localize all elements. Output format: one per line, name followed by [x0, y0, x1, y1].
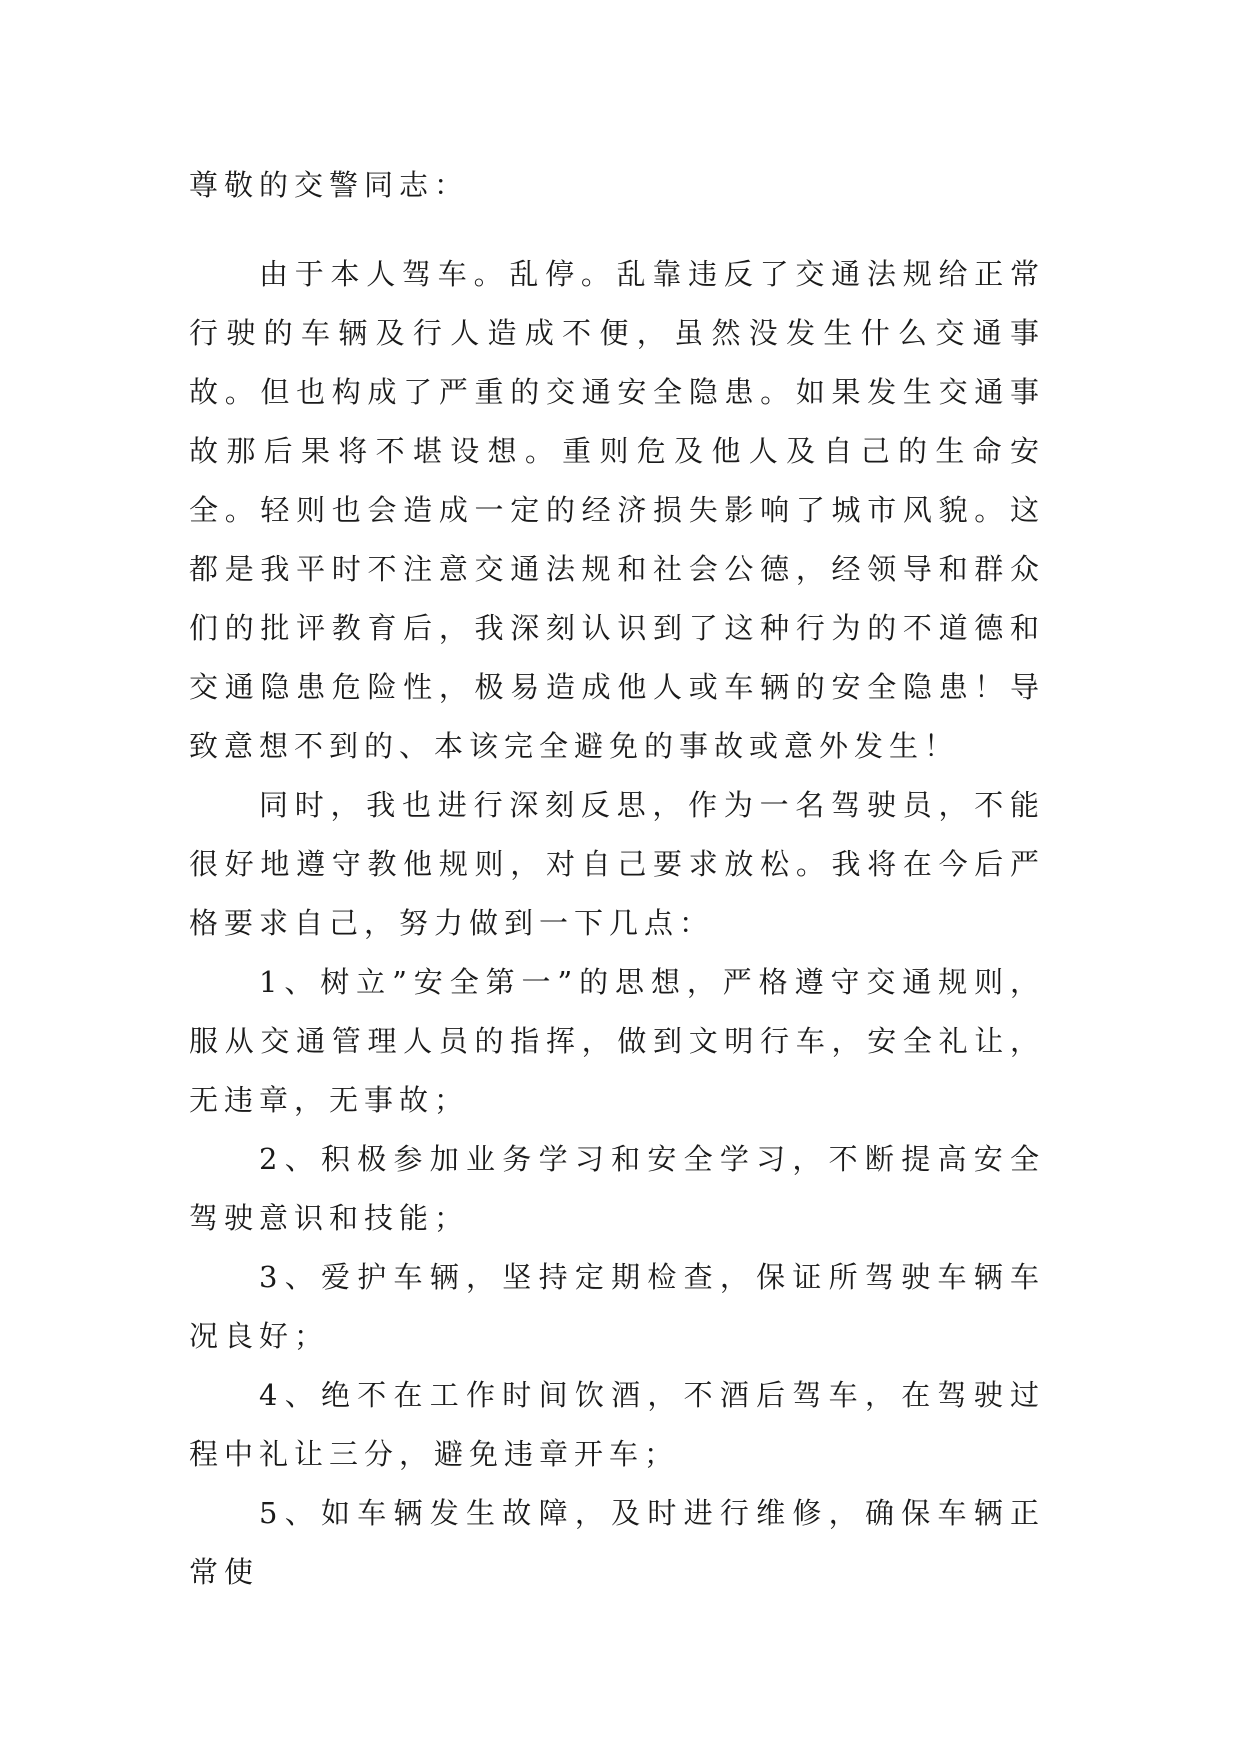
paragraph-point-1: 1、树立”安全第一”的思想，严格遵守交通规则，服从交通管理人员的指挥，做到文明行车，安全礼让，无违章，无事故；	[189, 965, 1045, 1117]
salutation: 尊敬的交警同志：	[189, 168, 470, 202]
paragraph-incident: 由于本人驾车。乱停。乱靠违反了交通法规给正常行驶的车辆及行人造成不便，虽然没发生什么交通事故。但也构成了严重的交通安全隐患。如果发生交通事故那后果将不堪设想。重则危及他人及自己的生命安全。轻则也会造成一定的经济损失影响了城市风貌。这都是我平时不注意交通法规和社会公德，经领导和群众们的批评教育后，我深刻认识到了这种行为的不道德和交通隐患危险性，极易造成他人或车辆的安全隐患！导致意想不到的、本该完全避免的事故或意外发生！	[189, 257, 1045, 763]
letter-body	[189, 245, 1045, 1602]
paragraph-point-5: 5、如车辆发生故障，及时进行维修，确保车辆正常使	[189, 1496, 1045, 1589]
paragraph-reflection: 同时，我也进行深刻反思，作为一名驾驶员，不能很好地遵守教他规则，对自己要求放松。我将在今后严格要求自己，努力做到一下几点：	[189, 788, 1045, 940]
paragraph-point-2: 2、积极参加业务学习和安全学习，不断提高安全驾驶意识和技能；	[189, 1142, 1045, 1235]
paragraph-point-4: 4、绝不在工作时间饮酒，不酒后驾车，在驾驶过程中礼让三分，避免违章开车；	[189, 1378, 1045, 1471]
paragraph-point-3: 3、爱护车辆，坚持定期检查，保证所驾驶车辆车况良好；	[189, 1260, 1045, 1353]
